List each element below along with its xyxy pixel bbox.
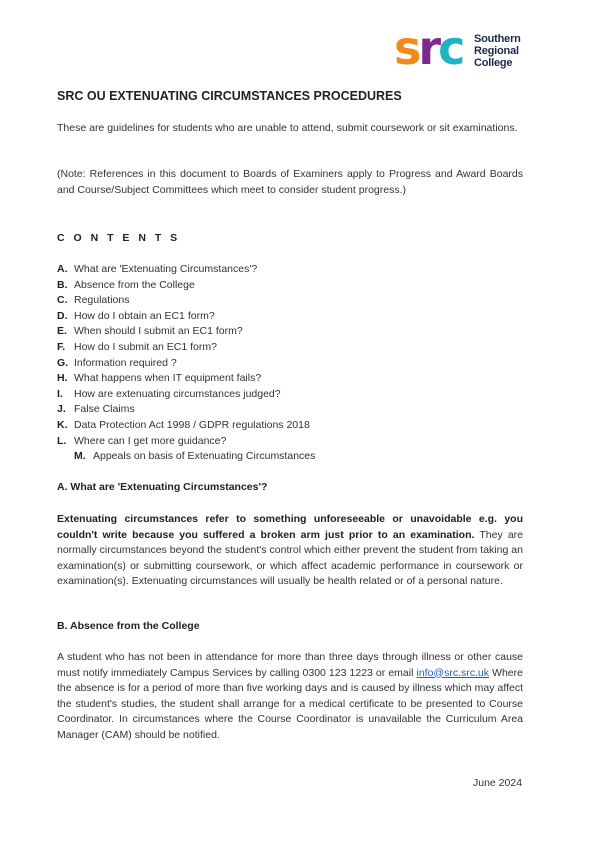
document-title: SRC OU EXTENUATING CIRCUMSTANCES PROCEDURES — [57, 89, 402, 103]
toc-item[interactable] — [57, 293, 315, 309]
toc-text: Absence from the College — [74, 278, 195, 291]
logo-letter-r: r — [418, 21, 439, 75]
footer-date: June 2024 — [473, 777, 523, 789]
note-paragraph: (Note: References in this document to Boards of Examiners apply to Progress and Award Boards and Course/Subject Committees which meet to consider student progress.) — [57, 168, 523, 196]
logo-line-2: Regional — [474, 45, 519, 57]
section-b-text-before: A student who has not been in attendance for more than three days through illness or other cause must notify immediately Campus Services by calling 0300 123 1223 or email — [57, 651, 523, 679]
toc-text: What are 'Extenuating Circumstances'? — [74, 263, 258, 275]
toc-text: How do I submit an EC1 form? — [74, 340, 217, 353]
toc-item[interactable] — [57, 402, 315, 418]
logo-letter-c: c — [438, 21, 463, 75]
toc-letter: F. — [57, 340, 66, 353]
toc-text: How do I obtain an EC1 form? — [74, 309, 215, 322]
section-a-bold-text: Extenuating circumstances refer to something unforeseeable or unavoidable e.g. you couldn't write because you suffered a broken arm just prior to an examination. — [57, 513, 523, 541]
logo-letter-s: s — [394, 21, 419, 75]
toc-item[interactable] — [57, 434, 315, 450]
toc-letter: J. — [57, 403, 66, 416]
toc-letter: G. — [57, 356, 69, 369]
toc-text: How are extenuating circumstances judged? — [74, 387, 281, 400]
toc-item[interactable] — [57, 418, 315, 434]
toc-text: Information required ? — [74, 356, 177, 369]
toc-letter: H. — [57, 372, 68, 385]
toc-letter: B. — [57, 278, 68, 291]
section-b-paragraph — [57, 650, 523, 743]
logo-wordmark — [474, 33, 521, 69]
toc-letter: I. — [57, 387, 63, 400]
toc-item[interactable] — [57, 387, 315, 403]
email-link[interactable]: info@src.src.uk — [416, 666, 489, 679]
toc-item[interactable] — [57, 324, 315, 340]
logo-line-3: College — [474, 57, 513, 69]
toc-text: Appeals on basis of Extenuating Circumstances — [93, 450, 316, 463]
toc-letter: A. — [57, 263, 68, 275]
section-a-heading: A. What are 'Extenuating Circumstances'? — [57, 481, 268, 493]
toc-letter: E. — [57, 325, 67, 338]
intro-paragraph: These are guidelines for students who are unable to attend, submit coursework or sit examinations. — [57, 122, 518, 134]
toc-item[interactable] — [57, 340, 315, 356]
toc-item[interactable] — [57, 371, 315, 387]
table-of-contents — [57, 262, 315, 465]
toc-item[interactable] — [57, 356, 315, 372]
toc-text: False Claims — [74, 403, 135, 416]
toc-text: Where can I get more guidance? — [74, 434, 227, 447]
toc-item[interactable] — [57, 309, 315, 325]
section-a-paragraph — [57, 512, 523, 590]
toc-text: When should I submit an EC1 form? — [74, 325, 243, 338]
toc-letter: L. — [57, 434, 67, 447]
toc-letter: D. — [57, 309, 68, 322]
contents-heading: C O N T E N T S — [57, 232, 181, 244]
section-b-heading: B. Absence from the College — [57, 620, 200, 632]
toc-item[interactable] — [57, 278, 315, 294]
toc-text: Regulations — [74, 294, 130, 307]
logo-line-1: Southern — [474, 33, 521, 45]
toc-text: Data Protection Act 1998 / GDPR regulations 2018 — [74, 418, 310, 431]
toc-letter: M. — [74, 450, 86, 463]
section-b-text-after: Where the absence is for a period of more than five working days and is caused by illness which may affect the student's studies, the student shall arrange for a medical certificate to be presented to Course Coordinator. In circumstances where the Course Coordinator is unavailable the Curriculum Area Manager (CAM) should be notified. — [57, 666, 523, 741]
toc-letter: K. — [57, 418, 68, 431]
section-a-text: They are normally circumstances beyond the student's control which either prevent the student from taking an examination(s) or submitting coursework, or which affect academic performance in coursework or examination(s). Extenuating circumstances will usually be health related or of a personal nature. — [57, 528, 523, 587]
src-logo-mark — [394, 21, 463, 75]
toc-item[interactable] — [57, 449, 315, 465]
college-logo — [394, 21, 554, 75]
toc-text: What happens when IT equipment fails? — [74, 372, 262, 385]
toc-letter: C. — [57, 294, 68, 307]
toc-item[interactable] — [57, 262, 315, 278]
